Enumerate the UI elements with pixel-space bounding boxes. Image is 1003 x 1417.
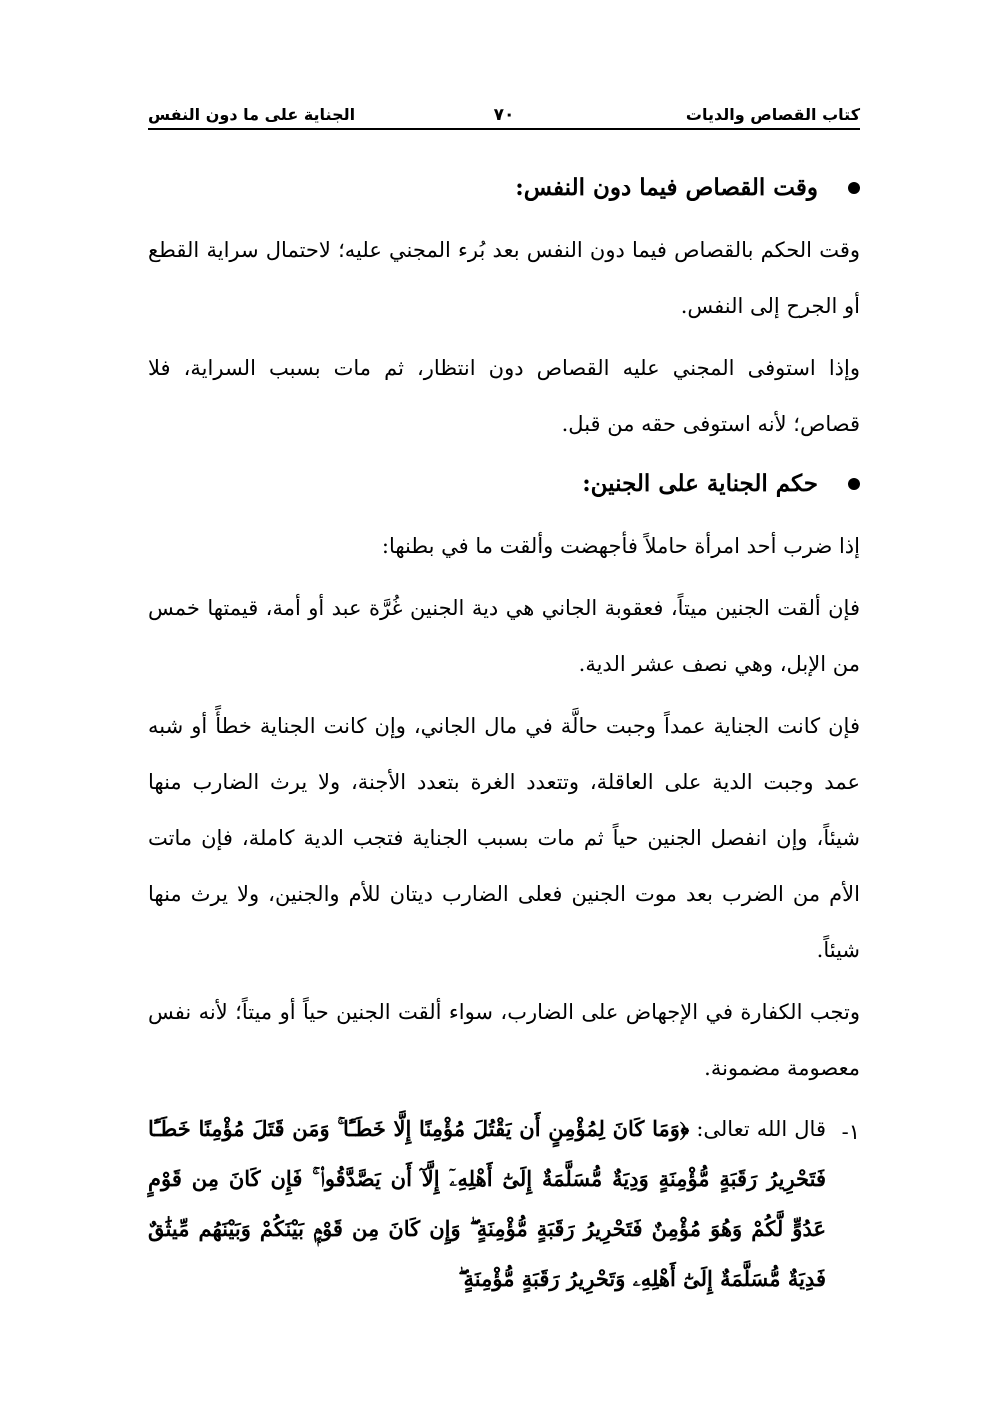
section-heading-text: وقت القصاص فيما دون النفس: — [515, 174, 818, 201]
section-heading — [148, 160, 860, 216]
evidence-intro: قال الله تعالى: — [696, 1117, 826, 1141]
evidence-number: ١- — [841, 1120, 860, 1144]
section-heading — [148, 456, 860, 512]
paragraph: وإذا استوفى المجني عليه القصاص دون انتظار، ثم مات بسبب السراية، فلا قصاص؛ لأنه استوفى حقه من قبل. — [148, 356, 860, 436]
page-header — [148, 100, 860, 130]
evidence-body — [148, 1104, 826, 1304]
quran-verse: ﴿وَمَا كَانَ لِمُؤْمِنٍ أَن يَقْتُلَ مُؤْمِنًا إِلَّا خَطَـًٔا ۚ وَمَن قَتَلَ مُؤْمِنًا خَطَـًٔا فَتَحْرِيرُ رَقَبَةٍ مُّؤْمِنَةٍ وَدِيَةٌ مُّسَلَّمَةٌ إِلَىٰٓ أَهْلِهِۦٓ إِلَّآ أَن يَصَّدَّقُوا۟ ۚ فَإِن كَانَ مِن قَوْمٍ عَدُوٍّ لَّكُمْ وَهُوَ مُؤْمِنٌ فَتَحْرِيرُ رَقَبَةٍ مُّؤْمِنَةٍ ۖ وَإِن كَانَ مِن قَوْمٍۭ بَيْنَكُمْ وَبَيْنَهُم مِّيثَٰقٌ فَدِيَةٌ مُّسَلَّمَةٌ إِلَىٰٓ أَهْلِهِۦ وَتَحْرِيرُ رَقَبَةٍ مُّؤْمِنَةٍ ۖ — [148, 1116, 826, 1291]
paragraph: إذا ضرب أحد امرأة حاملاً فأجهضت وألقت ما في بطنها: — [381, 534, 860, 558]
bullet-icon — [848, 182, 860, 194]
section-heading-text: حكم الجناية على الجنين: — [582, 470, 818, 497]
paragraph: فإن كانت الجناية عمداً وجبت حالَّة في مال الجاني، وإن كانت الجناية خطأً أو شبه عمد وجبت الدية على العاقلة، وتتعدد الغرة بتعدد الأجنة، ولا يرث الضارب منها شيئاً، وإن انفصل الجنين حياً ثم مات بسبب الجناية فتجب الدية كاملة، فإن ماتت الأم من الضرب بعد موت الجنين فعلى الضارب ديتان للأم والجنين، ولا يرث منها شيئاً. — [148, 714, 860, 962]
book-title: كتاب القصاص والديات — [685, 105, 860, 124]
evidence-item — [148, 1104, 860, 1304]
page-number: ٧٠ — [493, 105, 515, 125]
paragraph: وتجب الكفارة في الإجهاض على الضارب، سواء ألقت الجنين حياً أو ميتاً؛ لأنه نفس معصومة مضمونة. — [148, 1000, 860, 1080]
bullet-icon — [848, 478, 860, 490]
paragraph: وقت الحكم بالقصاص فيما دون النفس بعد بُرء المجني عليه؛ لاحتمال سراية القطع أو الجرح إلى النفس. — [148, 238, 860, 318]
page-body — [148, 160, 860, 1304]
header-divider — [148, 128, 860, 130]
paragraph: فإن ألقت الجنين ميتاً، فعقوبة الجاني هي دية الجنين غُرَّة عبد أو أمة، قيمتها خمس من الإبل، وهي نصف عشر الدية. — [148, 596, 860, 676]
chapter-title: الجناية على ما دون النفس — [148, 105, 356, 124]
